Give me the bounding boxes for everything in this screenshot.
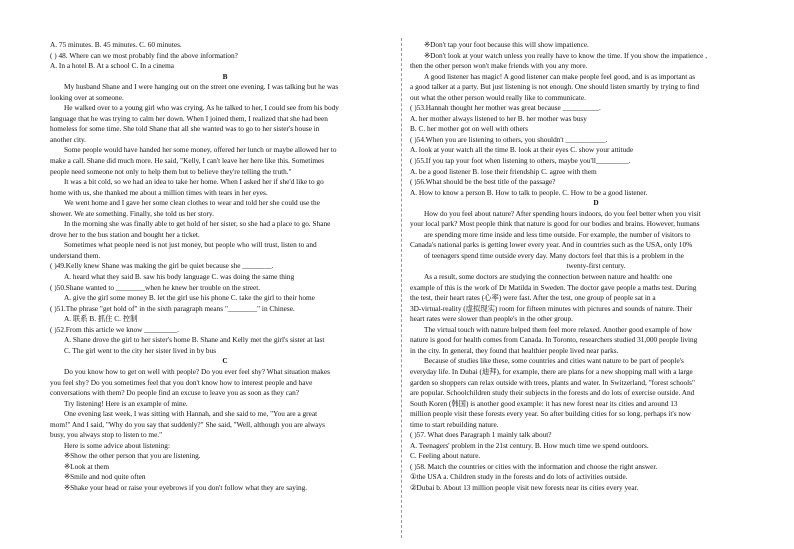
question-48: ( ) 48. Where can we most probably find the above information? <box>50 50 238 60</box>
paragraph-line: Do you know how to get on well with people? Do you ever feel shy? What situation makes <box>64 366 330 376</box>
paragraph-line: Try listening! Here is an example of mine. <box>64 398 188 408</box>
paragraph-line: people need someone not only to help them but to believe they're telling the truth." <box>50 166 292 176</box>
text-line: A. 75 minutes. B. 45 minutes. C. 60 minutes. <box>50 40 182 49</box>
paragraph-line: drove her to the bus station and bought her a ticket. <box>50 229 200 239</box>
section-heading-c: C <box>222 356 228 366</box>
options-55: A. be a good listener B. lose their friendship C. agree with them <box>410 166 597 176</box>
section-heading-d: D <box>593 198 599 208</box>
paragraph-line: Because of studies like these, some countries and cities want nature to be part of people's <box>424 356 684 366</box>
options-50: A. give the girl some money B. let the girl use his phone C. take the girl to their home <box>64 293 315 303</box>
paragraph-line: shower. We ate something. Finally, she told us her story. <box>50 208 214 218</box>
paragraph-line: you feel shy? Do you sometimes feel that you don't know how to interest people and have <box>50 377 313 387</box>
question-52: ( )52.From this article we know _________. <box>50 324 179 334</box>
advice-item: ※Shake your head or raise your eyebrows if you don't follow what they are saying. <box>64 482 308 492</box>
options-57: C. Feeling about nature. <box>410 451 481 461</box>
advice-item: ※Don't look at your watch unless you really have to know the time. If you show the impatience , <box>424 50 708 60</box>
advice-item: ※Don't tap your foot because this will show impatience. <box>424 40 589 49</box>
paragraph-line: A good listener has magic! A good listener can make people feel good, and is as important as <box>424 71 696 81</box>
paragraph-line: your local park? Most people think that nature is good for our bodies and brains. However, humans <box>410 219 700 229</box>
paragraph-line: of teenagers spend time outside every day. Many doctors feel that this is a problem in the <box>424 250 684 260</box>
paragraph-line: garden so shoppers can relax outside with trees, plants and water. In Switzerland, "forest schools" <box>410 377 695 387</box>
paragraph-line: 3D-virtual-reality (虚拟现实) room for fifteen minutes with pictures and sounds of nature. Their <box>410 303 693 313</box>
paragraph-line: a good talker at a party. But just listening is not enough. One should listen smartly by trying to find <box>410 82 700 92</box>
paragraph-line: language that he was trying to calm her down. When I joined them, I realized that she had been <box>50 113 328 123</box>
options-48: A. In a hotel B. At a school C. In a cinema <box>50 61 175 71</box>
paragraph-line: My husband Shane and I were hanging out on the street one evening. I was talking but he was <box>64 82 339 92</box>
paragraph-line: nature is good for health comes from Canada. In Toronto, researchers studied 31,000 people living <box>410 335 698 345</box>
paragraph-line: looking over at someone. <box>50 92 124 102</box>
question-56: ( )56.What should be the best title of the passage? <box>410 177 556 187</box>
paragraph-line: are popular. Schoolchildren study their subjects in the forests and do lots of exercise outside. And <box>410 388 695 398</box>
advice-item: ※Show the other person that you are listening. <box>64 451 201 461</box>
paragraph-line: South Koren (韩国) is another good example: it has new forest near its cities and around 13 <box>410 398 678 408</box>
advice-item: ※Smile and nod quite often <box>64 472 146 482</box>
options-51: A. 联系 B. 抓住 C. 控制 <box>64 314 138 324</box>
question-51: ( )51.The phrase "get hold of" in the sixth paragraph means "________" in Chinese. <box>50 303 295 313</box>
question-53: ( )53.Hannah thought her mother was great because __________. <box>410 103 601 113</box>
paragraph-line: in the city. In general, they found that healthier people lived near parks. <box>410 345 619 355</box>
paragraph-line: another city. <box>50 134 86 144</box>
question-49: ( )49.Kelly knew Shane was making the girl be quiet because she ________. <box>50 261 274 271</box>
match-item: ②Dubai b. About 13 million people visit new forests near its cities every year. <box>410 482 639 492</box>
options-49: A. heard what they said B. saw his body language C. was doing the same thing <box>64 272 295 282</box>
left-column <box>50 40 400 494</box>
options-52: A. Shane drove the girl to her sister's home B. Shane and Kelly met the girl's sister at last <box>64 335 325 345</box>
paragraph-line: busy, you always stop to listen to me." <box>50 430 163 440</box>
match-item: ①the USA a. Children study in the forests and do lots of activities outside. <box>410 472 628 482</box>
paragraph-line: Sometimes what people need is not just money, but people who will trust, listen to and <box>64 240 317 250</box>
paragraph-line: We went home and I gave her some clean clothes to wear and told her she could use the <box>64 198 320 208</box>
paragraph-line: Here is some advice about listening: <box>64 440 170 450</box>
paragraph-line: then the other person won't make friends with you any more. <box>410 61 588 71</box>
question-57: ( )57. What does Paragraph 1 mainly talk about? <box>410 430 552 440</box>
paragraph-line: out what the other person would really like to communicate. <box>410 92 586 102</box>
question-54: ( )54.When you are listening to others, you shouldn't ___________. <box>410 134 608 144</box>
section-heading-b: B <box>222 71 228 81</box>
paragraph-line: heart rates were slower than people's in the other group. <box>410 314 574 324</box>
paragraph-line: time to start rebuilding nature. <box>410 419 499 429</box>
advice-item: ※Look at them <box>64 461 110 471</box>
paragraph-line: The virtual touch with nature helped them feel more relaxed. Another good example of how <box>424 324 693 334</box>
options-53: B. C. her mother got on well with others <box>410 124 528 134</box>
paragraph-line: twenty-first century. <box>566 261 626 271</box>
options-52: C. The girl went to the city her sister lived in by bus <box>64 345 217 355</box>
paragraph-line: home with us, she thanked me about a million times with tears in her eyes. <box>50 187 268 197</box>
right-column <box>410 40 782 494</box>
paragraph-line: How do you feel about nature? After spending hours indoors, do you feel better when you visit <box>424 208 701 218</box>
options-57: A. Teenagers' problem in the 21st century. B. How much time we spend outdoors. <box>410 440 649 450</box>
paragraph-line: In the morning she was finally able to get hold of her sister, so she had a place to go. Shane <box>64 219 331 229</box>
paragraph-line: example of this is the work of Dr Matilda in Sweden. The doctor gave people a maths test. During <box>410 282 697 292</box>
paragraph-line: Canada's national parks is getting lower every year. And in countries such as the USA, only 10% <box>410 240 693 250</box>
options-56: A. How to know a person B. How to talk to people. C. How to be a good listener. <box>410 187 648 197</box>
paragraph-line: Some people would have handed her some money, offered her lunch or maybe allowed her to <box>64 145 337 155</box>
options-54: A. look at your watch all the time B. look at their eyes C. show your attitude <box>410 145 634 155</box>
question-58: ( )58. Match the countries or cities with the information and choose the right answer. <box>410 461 658 471</box>
paragraph-line: One evening last week, I was sitting with Hannah, and she said to me, "You are a great <box>64 409 318 419</box>
paragraph-line: are spending more time inside and less time outside. For example, the number of visitors to <box>424 229 691 239</box>
paragraph-line: million people visit these forests every year. So after building cities for so long, perhaps it's now <box>410 409 691 419</box>
paragraph-line: He walked over to a young girl who was crying. As he talked to her, I could see from his body <box>64 103 339 113</box>
question-50: ( )50.Shane wanted to ________when he knew her trouble on the street. <box>50 282 261 292</box>
paragraph-line: conversations with them? Do people find an excuse to leave you as soon as they can? <box>50 388 300 398</box>
column-divider <box>401 38 402 538</box>
question-55: ( )55.If you tap your foot when listening to others, maybe you'll_________. <box>410 156 631 166</box>
paragraph-line: homeless for some time. She told Shane that all she wanted was to go to her sister's house in <box>50 124 320 134</box>
paragraph-line: understand them. <box>50 250 101 260</box>
paragraph-line: It was a bit cold, so we had an idea to take her home. When I asked her if she'd like to go <box>64 177 324 187</box>
paragraph-line: the test, their heart rates (心率) were fast. After the test, one group of people sat in a <box>410 293 656 303</box>
paragraph-line: make a call. Shane did much more. He said, "Kelly, I can't leave her here like this. Sometimes <box>50 156 325 166</box>
options-53: A. her mother always listened to her B. her mother was busy <box>410 113 587 123</box>
paragraph-line: everyday life. In Dubai (迪拜), for example, there are plans for a new shopping mall with a large <box>410 366 693 376</box>
paragraph-line: As a result, some doctors are studying the connection between nature and health: one <box>424 272 673 282</box>
paragraph-line: mom!" And I said, "Why do you say that suddenly?" She said, "Well, although you are always <box>50 419 325 429</box>
